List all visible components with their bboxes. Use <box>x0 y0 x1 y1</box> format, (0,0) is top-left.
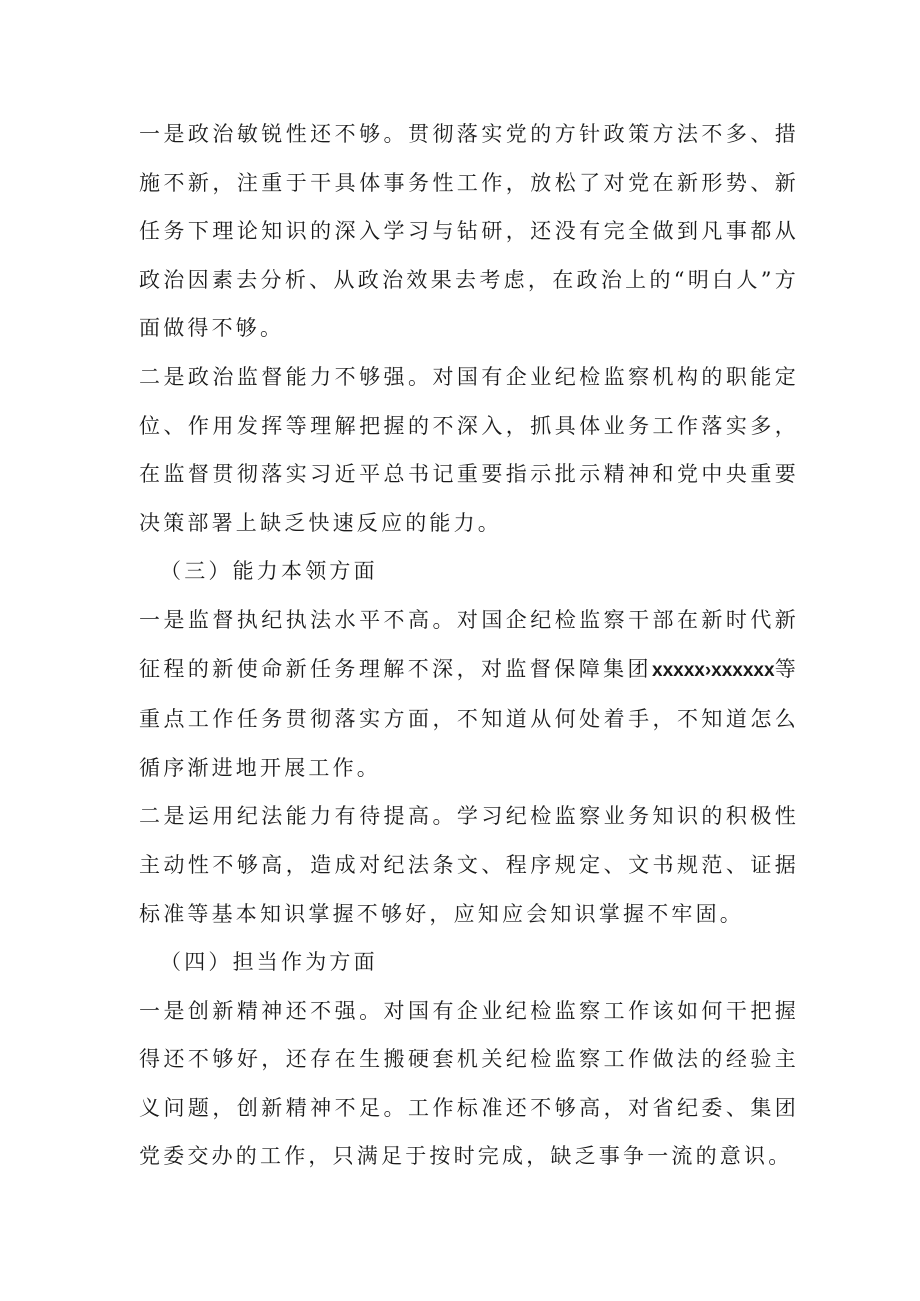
paragraph-political-sensitivity: 一是政治敏锐性还不够。贯彻落实党的方针政策方法不多、措施不新，注重于干具体事务性工作，放松了对党在新形势、新任务下理论知识的深入学习与钻研，还没有完全做到凡事都从政治因素去分析、从政治效果去考虑，在政治上的“明白人”方面做得不够。 <box>139 122 799 341</box>
redacted-code: xxxxx›xxxxxx <box>652 659 775 681</box>
paragraph-political-supervision: 二是政治监督能力不够强。对国有企业纪检监察机构的职能定位、作用发挥等理解把握的不深入，抓具体业务工作落实多，在监督贯彻落实习近平总书记重要指示批示精神和党中央重要决策部署上缺乏快速反应的能力。 <box>139 364 799 535</box>
paragraph-enforcement-text-b: 等重点工作任务贯彻落实方面，不知道从何处着手，不知道怎么循序渐进地开展工作。 <box>139 656 800 780</box>
paragraph-discipline-law-ability: 二是运用纪法能力有待提高。学习纪检监察业务知识的积极性主动性不够高，造成对纪法条文、程序规定、文书规范、证据标准等基本知识掌握不够好，应知应会知识掌握不牢固。 <box>139 804 799 926</box>
section-heading-responsibility: （四）担当作为方面 <box>160 950 378 975</box>
paragraph-enforcement-text-a: 一是监督执纪执法水平不高。对国企纪检监察干部在新时代新征程的新使命新任务理解不深，对监督保障集团 <box>139 607 799 681</box>
paragraph-enforcement-level <box>139 596 799 792</box>
paragraph-innovation-spirit: 一是创新精神还不强。对国有企业纪检监察工作该如何干把握得还不够好，还存在生搬硬套机关纪检监察工作做法的经验主义问题，创新精神不足。工作标准还不够高，对省纪委、集团党委交办的工作，只满足于按时完成，缺乏事争一流的意识。 <box>139 998 799 1169</box>
section-heading-ability: （三）能力本领方面 <box>160 559 378 584</box>
document-body <box>139 110 799 1181</box>
